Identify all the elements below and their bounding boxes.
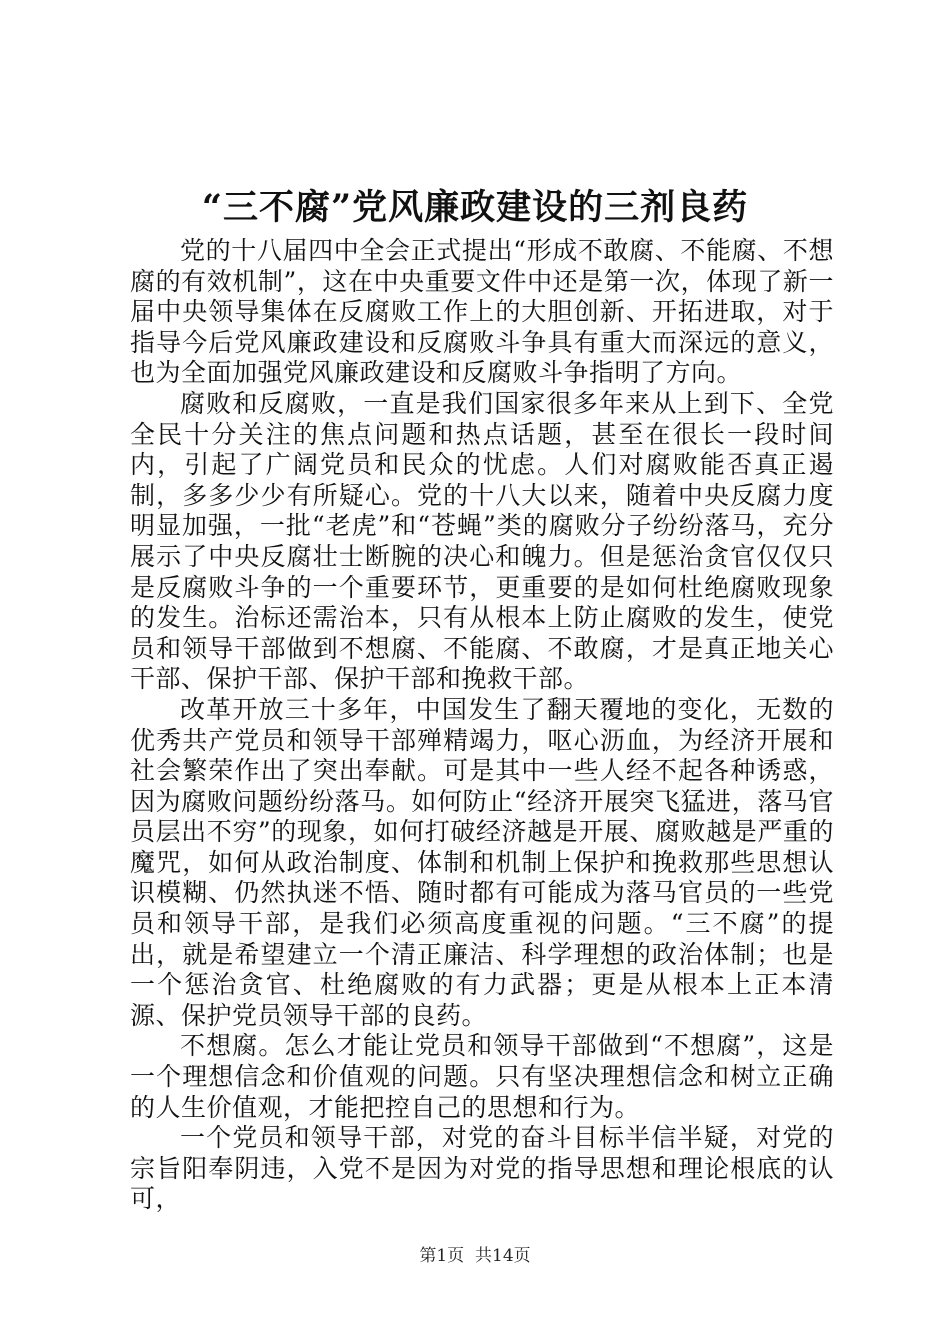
paragraph: 一个党员和领导干部，对党的奋斗目标半信半疑，对党的宗旨阳奉阴违，入党不是因为对党的指导思想和理论根底的认可， xyxy=(130,1123,834,1214)
paragraph: 党的十八届四中全会正式提出“形成不敢腐、不能腐、不想腐的有效机制”，这在中央重要文件中还是第一次，体现了新一届中央领导集体在反腐败工作上的大胆创新、开拓进取，对于指导今后党风廉政建设和反腐败斗争具有重大而深远的意义，也为全面加强党风廉政建设和反腐败斗争指明了方向。 xyxy=(130,236,834,388)
page-footer xyxy=(0,1244,950,1268)
document-body xyxy=(130,236,834,1215)
page-total: 共14页 xyxy=(475,1246,531,1266)
page-number: 第1页 xyxy=(419,1246,465,1266)
paragraph: 腐败和反腐败，一直是我们国家很多年来从上到下、全党全民十分关注的焦点问题和热点话题，甚至在很长一段时间内，引起了广阔党员和民众的忧虑。人们对腐败能否真正遏制，多多少少有所疑心。党的十八大以来，随着中央反腐力度明显加强，一批“老虎”和“苍蝇”类的腐败分子纷纷落马，充分展示了中央反腐壮士断腕的决心和魄力。但是惩治贪官仅仅只是反腐败斗争的一个重要环节，更重要的是如何杜绝腐败现象的发生。治标还需治本，只有从根本上防止腐败的发生，使党员和领导干部做到不想腐、不能腐、不敢腐，才是真正地关心干部、保护干部、保护干部和挽救干部。 xyxy=(130,388,834,694)
paragraph: 改革开放三十多年，中国发生了翻天覆地的变化，无数的优秀共产党员和领导干部殚精竭力，呕心沥血，为经济开展和社会繁荣作出了突出奉献。可是其中一些人经不起各种诱惑，因为腐败问题纷纷落马。如何防止“经济开展突飞猛进，落马官员层出不穷”的现象，如何打破经济越是开展、腐败越是严重的魔咒，如何从政治制度、体制和机制上保护和挽救那些思想认识模糊、仍然执迷不悟、随时都有可能成为落马官员的一些党员和领导干部，是我们必须高度重视的问题。“三不腐”的提出，就是希望建立一个清正廉洁、科学理想的政治体制；也是一个惩治贪官、杜绝腐败的有力武器；更是从根本上正本清源、保护党员领导干部的良药。 xyxy=(130,694,834,1030)
document-title: “三不腐”党风廉政建设的三剂良药 xyxy=(201,187,749,228)
paragraph: 不想腐。怎么才能让党员和领导干部做到“不想腐”，这是一个理想信念和价值观的问题。只有坚决理想信念和树立正确的人生价值观，才能把控自己的思想和行为。 xyxy=(130,1031,834,1122)
